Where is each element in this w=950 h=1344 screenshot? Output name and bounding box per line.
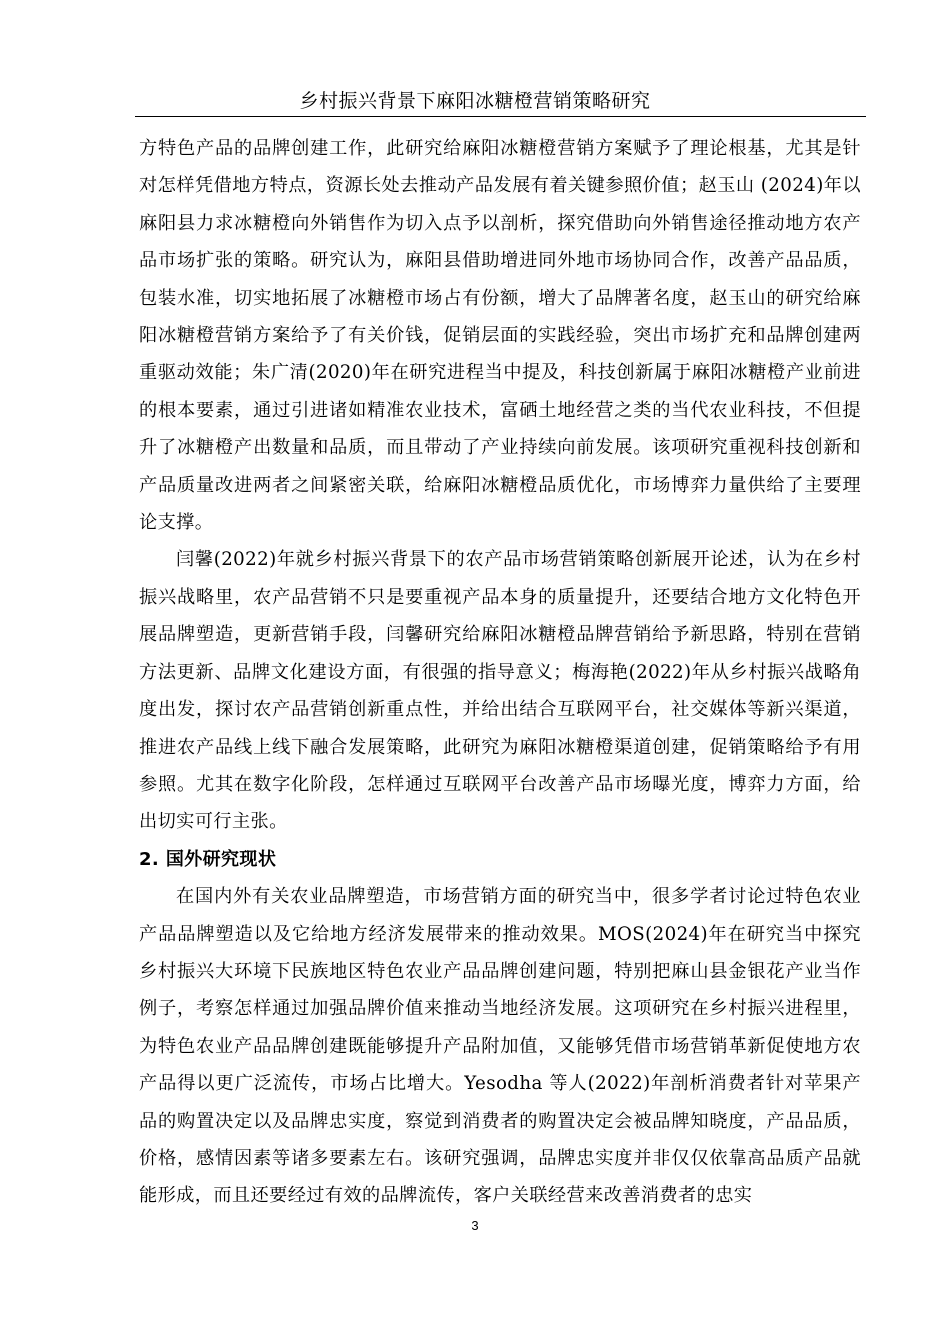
section-heading: 2. 国外研究现状 bbox=[139, 848, 277, 870]
header-divider bbox=[135, 116, 866, 117]
document-body bbox=[139, 130, 861, 1215]
paragraph: 闫馨(2022)年就乡村振兴背景下的农产品市场营销策略创新展开论述，认为在乡村振兴战略里，农产品营销不只是要重视产品本身的质量提升，还要结合地方文化特色开展品牌塑造，更新营销手段，闫馨研究给麻阳冰糖橙品牌营销给予新思路，特别在营销方法更新、品牌文化建设方面，有很强的指导意义；梅海艳(2022)年从乡村振兴战略角度出发，探讨农产品营销创新重点性，并给出结合互联网平台，社交媒体等新兴渠道，推进农产品线上线下融合发展策略，此研究为麻阳冰糖橙渠道创建，促销策略给予有用参照。尤其在数字化阶段，怎样通过互联网平台改善产品市场曝光度，博弈力方面，给出切实可行主张。 bbox=[139, 549, 861, 833]
page-number: 3 bbox=[471, 1218, 479, 1233]
paragraph: 在国内外有关农业品牌塑造，市场营销方面的研究当中，很多学者讨论过特色农业产品品牌塑造以及它给地方经济发展带来的推动效果。MOS(2024)年在研究当中探究乡村振兴大环境下民族地区特色农业产品品牌创建问题，特别把麻山县金银花产业当作例子，考察怎样通过加强品牌价值来推动当地经济发展。这项研究在乡村振兴进程里，为特色农业产品品牌创建既能够提升产品附加值，又能够凭借市场营销革新促使地方农产品得以更广泛流传，市场占比增大。Yesodha 等人(2022)年剖析消费者针对苹果产品的购置决定以及品牌忠实度，察觉到消费者的购置决定会被品牌知晓度，产品品质，价格，感情因素等诸多要素左右。该研究强调，品牌忠实度并非仅仅依靠高品质产品就能形成，而且还要经过有效的品牌流传，客户关联经营来改善消费者的忠实 bbox=[139, 886, 861, 1207]
running-header-title: 乡村振兴背景下麻阳冰糖橙营销策略研究 bbox=[299, 90, 651, 112]
paragraph-continued: 方特色产品的品牌创建工作，此研究给麻阳冰糖橙营销方案赋予了理论根基，尤其是针对怎样凭借地方特点，资源长处去推动产品发展有着关键参照价值；赵玉山 (2024)年以麻阳县力求冰糖橙向外销售作为切入点予以剖析，探究借助向外销售途径推动地方农产品市场扩张的策略。研究认为，麻阳县借助增进同外地市场协同合作，改善产品品质，包装水准，切实地拓展了冰糖橙市场占有份额，增大了品牌著名度，赵玉山的研究给麻阳冰糖橙营销方案给予了有关价钱，促销层面的实践经验，突出市场扩充和品牌创建两重驱动效能；朱广清(2020)年在研究进程当中提及，科技创新属于麻阳冰糖橙产业前进的根本要素，通过引进诸如精准农业技术，富硒土地经营之类的当代农业科技，不但提升了冰糖橙产出数量和品质，而且带动了产业持续向前发展。该项研究重视科技创新和产品质量改进两者之间紧密关联，给麻阳冰糖橙品质优化，市场博弈力量供给了主要理论支撑。 bbox=[139, 138, 861, 534]
